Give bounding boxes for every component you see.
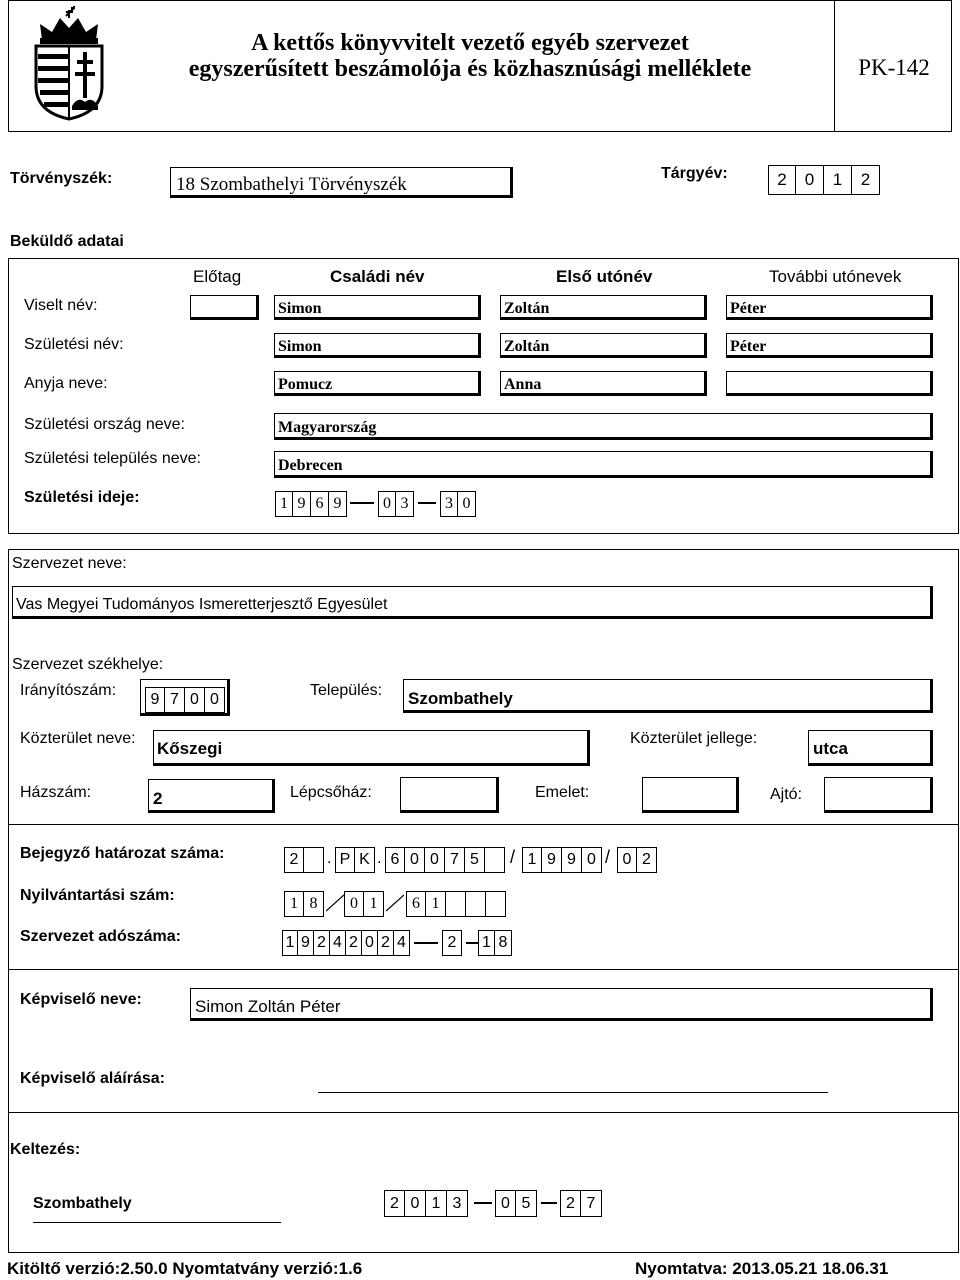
birth-month-digit: 0 bbox=[378, 491, 396, 517]
decision-digit: 0 bbox=[425, 847, 445, 873]
floor-field[interactable] bbox=[642, 777, 739, 813]
coat-of-arms-icon bbox=[30, 6, 108, 121]
birth-date-month[interactable] bbox=[378, 491, 414, 517]
reg-number-label: Nyilvántartási szám: bbox=[20, 887, 175, 904]
zip-digit: 9 bbox=[145, 687, 165, 713]
decision-digit: 0 bbox=[405, 847, 425, 873]
birth-date-year[interactable] bbox=[275, 491, 347, 517]
tax-digit: 8 bbox=[495, 930, 512, 956]
org-seat-label: Szervezet székhelye: bbox=[12, 656, 164, 673]
dated-day-digit: 7 bbox=[581, 1190, 602, 1217]
col-prefix-header: Előtag bbox=[193, 267, 242, 286]
birth-year-digit: 1 bbox=[275, 491, 293, 517]
street-type-label: Közterület jellege: bbox=[630, 730, 758, 747]
sender-section-label: Beküldő adatai bbox=[10, 233, 124, 250]
col-other-header: További utónevek bbox=[769, 267, 902, 286]
birth-name-family: Simon bbox=[278, 338, 322, 355]
footer-versions: Kitöltő verzió:2.50.0 Nyomtatvány verzió:1.6 bbox=[7, 1259, 363, 1278]
decision-digit: 0 bbox=[582, 847, 602, 873]
decision-slash: / bbox=[605, 847, 611, 867]
mother-name-other-field[interactable] bbox=[726, 371, 933, 396]
door-label: Ajtó: bbox=[770, 786, 803, 803]
birth-city-label: Születési település neve: bbox=[24, 450, 201, 467]
birth-name-first: Zoltán bbox=[504, 338, 550, 355]
tax-part-b[interactable] bbox=[442, 930, 462, 956]
rep-signature-label: Képviselő aláírása: bbox=[20, 1070, 165, 1087]
reg-digit bbox=[486, 891, 506, 917]
decision-part-b[interactable] bbox=[335, 847, 375, 873]
rep-name-value: Simon Zoltán Péter bbox=[195, 997, 341, 1016]
decision-digit: 0 bbox=[617, 847, 637, 873]
reg-digit bbox=[446, 891, 466, 917]
decision-part-a[interactable] bbox=[284, 847, 324, 873]
city-label: Település: bbox=[310, 682, 383, 699]
birth-country-label: Születési ország neve: bbox=[24, 416, 185, 433]
birth-city-value: Debrecen bbox=[278, 457, 343, 474]
current-name-first: Zoltán bbox=[504, 300, 550, 317]
decision-digit: 2 bbox=[637, 847, 657, 873]
dated-month-digit: 0 bbox=[495, 1190, 516, 1217]
birth-city-field[interactable] bbox=[274, 451, 933, 478]
birth-year-digit: 6 bbox=[311, 491, 329, 517]
decision-digit: 9 bbox=[562, 847, 582, 873]
dated-year[interactable] bbox=[384, 1190, 468, 1217]
birth-date-day[interactable] bbox=[440, 491, 476, 517]
footer-printed: Nyomtatva: 2013.05.21 18.06.31 bbox=[635, 1259, 889, 1278]
decision-digit bbox=[304, 847, 324, 873]
date-dash bbox=[474, 1202, 492, 1204]
reg-digit: 1 bbox=[426, 891, 446, 917]
date-dash bbox=[418, 502, 436, 504]
tax-digit: 1 bbox=[282, 930, 298, 956]
tax-digit: 9 bbox=[298, 930, 314, 956]
dated-month-digit: 5 bbox=[516, 1190, 537, 1217]
tax-number-label: Szervezet adószáma: bbox=[20, 928, 181, 945]
current-name-other: Péter bbox=[730, 300, 767, 317]
tax-part-c[interactable] bbox=[478, 930, 512, 956]
city-value: Szombathely bbox=[408, 689, 513, 708]
year-label: Tárgyév: bbox=[661, 165, 728, 182]
decision-label: Bejegyző határozat száma: bbox=[20, 845, 225, 862]
tax-digit: 2 bbox=[442, 930, 462, 956]
dated-year-digit: 2 bbox=[384, 1190, 405, 1217]
reg-digit: 0 bbox=[344, 891, 364, 917]
reg-part-c[interactable] bbox=[406, 891, 506, 917]
date-dash bbox=[350, 502, 374, 504]
reg-part-a[interactable] bbox=[284, 891, 324, 917]
reg-digit: 1 bbox=[364, 891, 384, 917]
birth-day-digit: 0 bbox=[458, 491, 476, 517]
birth-day-digit: 3 bbox=[440, 491, 458, 517]
decision-digit: 6 bbox=[385, 847, 405, 873]
dated-year-digit: 3 bbox=[447, 1190, 468, 1217]
year-digit: 0 bbox=[796, 165, 824, 195]
col-family-header: Családi név bbox=[330, 267, 425, 286]
court-value: 18 Szombathelyi Törvényszék bbox=[176, 174, 407, 195]
stair-label: Lépcsőház: bbox=[290, 784, 372, 801]
decision-digit bbox=[485, 847, 505, 873]
tax-part-a[interactable] bbox=[282, 930, 410, 956]
mother-name-family: Pomucz bbox=[278, 376, 333, 393]
reg-digit: 1 bbox=[284, 891, 304, 917]
rep-name-label: Képviselő neve: bbox=[20, 991, 142, 1008]
year-digit: 1 bbox=[824, 165, 852, 195]
col-first-header: Első utónév bbox=[556, 267, 653, 286]
tax-dash bbox=[414, 942, 438, 944]
decision-digit: 2 bbox=[284, 847, 304, 873]
birth-country-value: Magyarország bbox=[278, 419, 377, 436]
dated-place: Szombathely bbox=[33, 1195, 132, 1212]
stair-field[interactable] bbox=[400, 777, 499, 813]
house-label: Házszám: bbox=[20, 784, 92, 801]
street-value: Kőszegi bbox=[157, 739, 223, 758]
decision-part-e[interactable] bbox=[617, 847, 657, 873]
decision-slash: / bbox=[510, 847, 516, 867]
decision-digit: 5 bbox=[465, 847, 485, 873]
tax-digit: 0 bbox=[362, 930, 378, 956]
door-field[interactable] bbox=[824, 777, 933, 813]
dated-month[interactable] bbox=[495, 1190, 537, 1217]
reg-slash-icon bbox=[326, 893, 344, 913]
signature-line bbox=[318, 1092, 828, 1093]
tax-digit: 1 bbox=[478, 930, 495, 956]
dated-place-line bbox=[33, 1222, 281, 1223]
birth-name-label: Születési név: bbox=[24, 336, 124, 353]
form-title-line2: egyszerűsített beszámolója és közhasznúsági melléklete bbox=[188, 56, 752, 82]
current-name-label: Viselt név: bbox=[24, 297, 98, 314]
decision-digit: 7 bbox=[445, 847, 465, 873]
zip-digit: 0 bbox=[205, 687, 225, 713]
floor-label: Emelet: bbox=[535, 784, 590, 801]
tax-digit: 4 bbox=[330, 930, 346, 956]
zip-digits[interactable] bbox=[145, 687, 225, 713]
reg-digit: 8 bbox=[304, 891, 324, 917]
org-name-value: Vas Megyei Tudományos Ismeretterjesztő Egyesület bbox=[16, 596, 388, 613]
year-digits[interactable] bbox=[768, 165, 880, 195]
street-type-value: utca bbox=[813, 739, 848, 758]
decision-part-c[interactable] bbox=[385, 847, 505, 873]
tax-digit: 2 bbox=[378, 930, 394, 956]
tax-digit: 4 bbox=[394, 930, 410, 956]
reg-slash-icon bbox=[386, 893, 404, 913]
current-name-prefix-field[interactable] bbox=[190, 295, 259, 320]
year-digit: 2 bbox=[852, 165, 880, 195]
decision-digit: 1 bbox=[522, 847, 542, 873]
date-dash bbox=[541, 1202, 557, 1204]
dated-day[interactable] bbox=[560, 1190, 602, 1217]
current-name-family: Simon bbox=[278, 300, 322, 317]
tax-dash bbox=[466, 942, 478, 944]
birth-year-digit: 9 bbox=[329, 491, 347, 517]
birth-month-digit: 3 bbox=[396, 491, 414, 517]
reg-digit bbox=[466, 891, 486, 917]
reg-digit: 6 bbox=[406, 891, 426, 917]
tax-digit: 2 bbox=[314, 930, 330, 956]
decision-digit: 9 bbox=[542, 847, 562, 873]
tax-digit: 2 bbox=[346, 930, 362, 956]
birth-name-other: Péter bbox=[730, 338, 767, 355]
decision-separator: . bbox=[327, 850, 332, 867]
reg-part-b[interactable] bbox=[344, 891, 384, 917]
house-value: 2 bbox=[153, 789, 163, 808]
decision-part-d[interactable] bbox=[522, 847, 602, 873]
year-digit: 2 bbox=[768, 165, 796, 195]
court-label: Törvényszék: bbox=[10, 170, 113, 187]
mother-name-first: Anna bbox=[504, 376, 542, 393]
dated-frame bbox=[8, 1113, 959, 1253]
form-title-line1: A kettős könyvvitelt vezető egyéb szervezet bbox=[251, 30, 689, 56]
zip-digit: 0 bbox=[185, 687, 205, 713]
mother-name-label: Anyja neve: bbox=[24, 375, 108, 392]
form-code: PK-142 bbox=[858, 55, 930, 80]
house-field[interactable] bbox=[148, 779, 275, 813]
org-name-label: Szervezet neve: bbox=[12, 555, 127, 572]
birth-year-digit: 9 bbox=[293, 491, 311, 517]
dated-year-digit: 1 bbox=[426, 1190, 447, 1217]
dated-label: Keltezés: bbox=[10, 1141, 81, 1158]
street-label: Közterület neve: bbox=[20, 730, 136, 747]
zip-label: Irányítószám: bbox=[20, 682, 117, 699]
zip-digit: 7 bbox=[165, 687, 185, 713]
dated-day-digit: 2 bbox=[560, 1190, 581, 1217]
header-divider bbox=[834, 0, 835, 132]
birth-date-label: Születési ideje: bbox=[24, 489, 140, 506]
dated-year-digit: 0 bbox=[405, 1190, 426, 1217]
decision-separator: . bbox=[377, 850, 382, 867]
decision-letter: P bbox=[335, 847, 355, 873]
decision-letter: K bbox=[355, 847, 375, 873]
